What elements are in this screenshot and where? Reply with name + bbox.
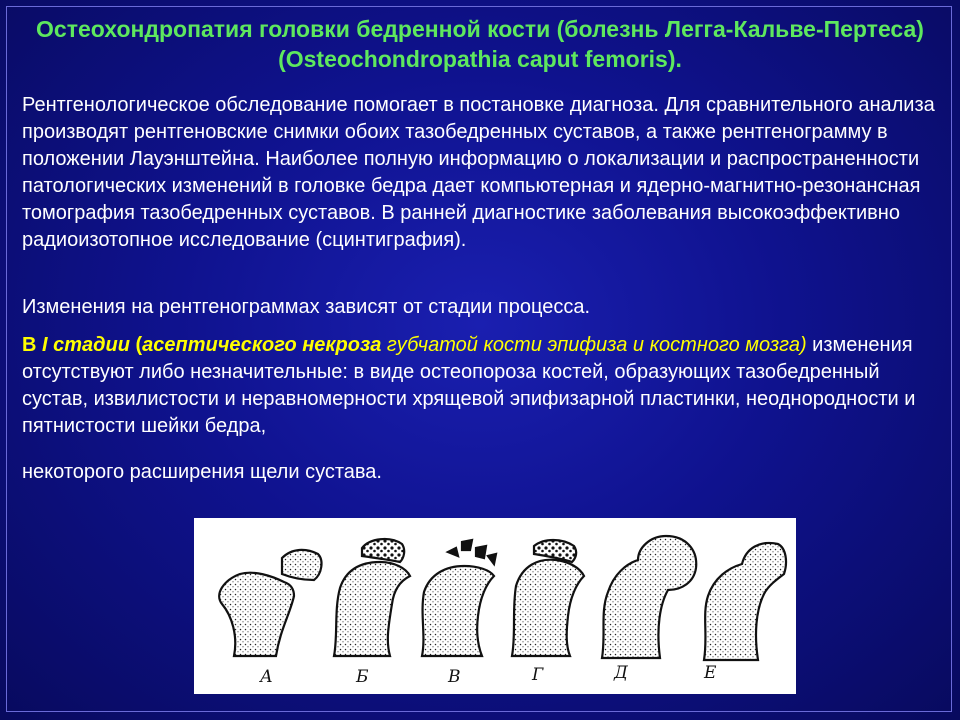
femur-stage-v — [422, 540, 496, 656]
label-v: В — [448, 667, 461, 687]
paragraph-stages-intro: Изменения на рентгенограммах зависят от стадии процесса. — [22, 296, 591, 318]
label-b: Б — [356, 667, 369, 687]
slide-title: Остеохондропатия головки бедренной кости (болезнь Легга-Кальве-Пертеса) (Osteochondropathia caput femoris). — [36, 16, 924, 72]
femur-stages-figure — [194, 518, 796, 694]
label-e: Е — [704, 663, 717, 683]
paragraph-diagnostics: Рентгенологическое обследование помогает в постановке диагноза. Для сравнительного анализа производят рентгеновские снимки обоих тазобедренных суставов, а также рентгенограмму в положении Лауэнштейна. Наиболее полную информацию о локализации и распространенности патологических изменений в головке бедра дает компьютерная и ядерно-магнитно-резонансная томография тазобедренных суставов. В ранней диагностике заболевания высокоэффективно радиоизотопное исследование (сцинтиграфия). — [22, 94, 935, 251]
stage-lead: В — [22, 334, 42, 356]
femur-stage-e — [704, 543, 786, 660]
femur-stage-d — [602, 536, 696, 658]
label-a: А — [260, 667, 273, 687]
paragraph-stage-one — [22, 332, 944, 440]
label-d: Д — [614, 663, 628, 683]
label-g: Г — [532, 665, 544, 685]
femur-stage-a — [219, 550, 321, 656]
stage-italic-text: губчатой кости эпифиза и костного мозга) — [381, 334, 807, 356]
stage-number: I стадии — [42, 334, 130, 356]
femur-stage-g — [512, 540, 584, 656]
stage-description: изменения отсутствуют либо незначительные: в виде остеопороза костей, образующих тазобедренный сустав, извилистости и неравномерности хрящевой эпифизарной пластинки, неоднородности и пятнистости шейки бедра, — [22, 334, 916, 437]
stage-necrosis: асептического некроза — [142, 334, 382, 356]
stage-open-paren: ( — [129, 334, 143, 356]
femur-stage-b — [334, 539, 410, 656]
paragraph-joint-gap: некоторого расширения щели сустава. — [22, 461, 382, 483]
